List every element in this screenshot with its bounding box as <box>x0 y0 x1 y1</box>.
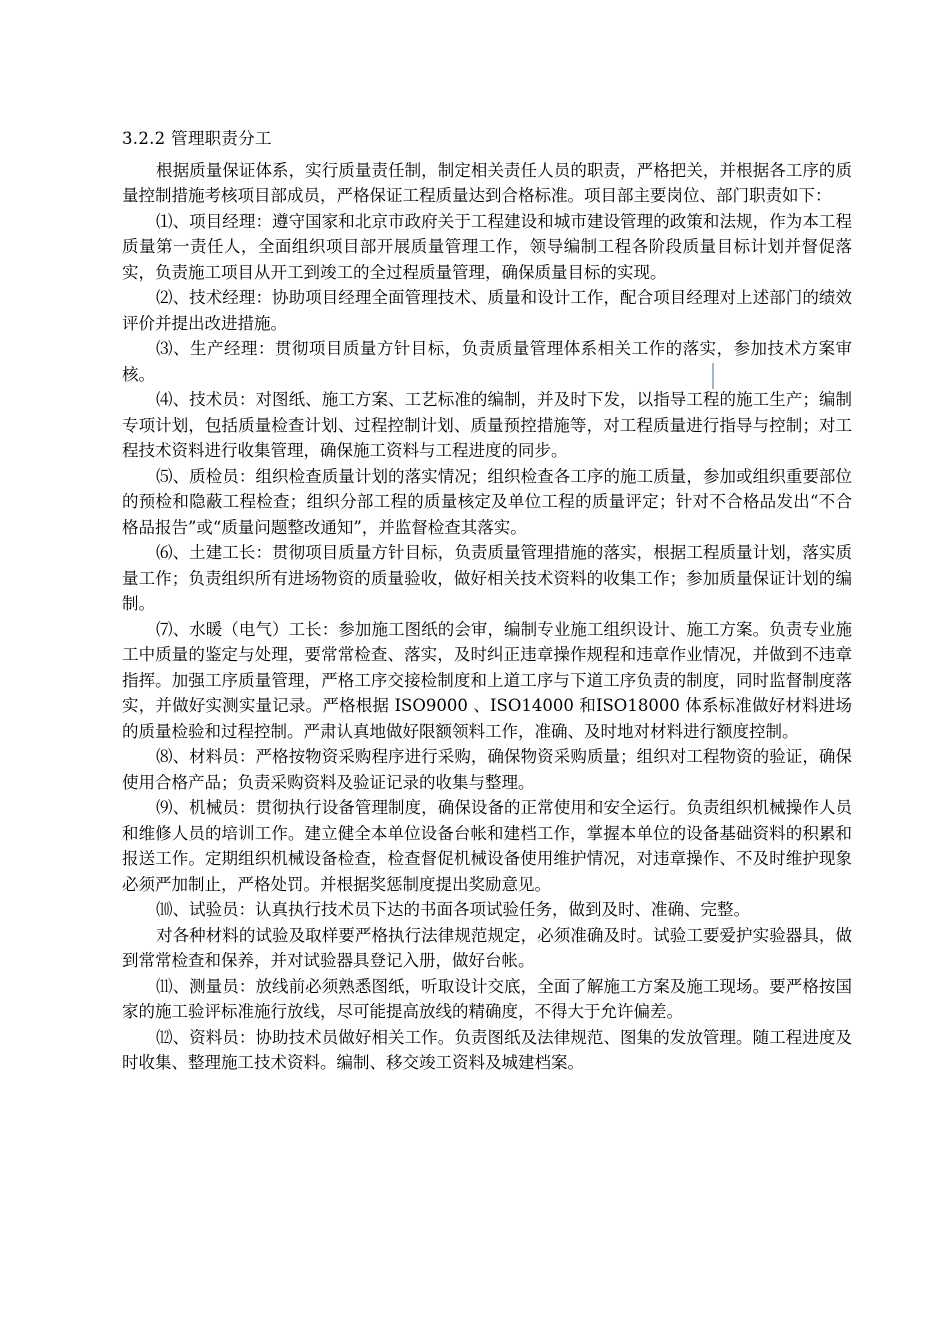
section-heading: 3.2.2 管理职责分工 <box>122 129 272 148</box>
paragraph-hvac-electrical-foreman: ⑺、水暖（电气）工长：参加施工图纸的会审，编制专业施工组织设计、施工方案。负责专业施工中质量的鉴定与处理，要常常检查、落实，及时纠正违章操作规程和违章作业情况，并做到不违章指挥。加强工序质量管理，严格工序交接检制度和上道工序与下道工序负责的制度，同时监督制度落实，并做好实测实量记录。严格根据 ISO9000 、ISO14000 和ISO18000 体系标准做好材料进场的质量检验和过程控制。严肃认真地做好限额领料工作，准确、及时地对材料进行额度控制。 <box>122 619 852 741</box>
paragraph-machinery-officer: ⑼、机械员：贯彻执行设备管理制度，确保设备的正常使用和安全运行。负责组织机械操作人员和维修人员的培训工作。建立健全本单位设备台帐和建档工作，掌握本单位的设备基础资料的积累和报送工作。定期组织机械设备检查，检查督促机械设备使用维护情况，对违章操作、不及时维护现象必须严加制止，严格处罚。并根据奖惩制度提出奖励意见。 <box>122 798 852 894</box>
paragraph-tester: ⑽、试验员：认真执行技术员下达的书面各项试验任务，做到及时、准确、完整。 <box>156 900 750 919</box>
paragraph-document-clerk: ⑿、资料员：协助技术员做好相关工作。负责图纸及法律规范、图集的发放管理。随工程进度及时收集、整理施工技术资料。编制、移交竣工资料及城建档案。 <box>122 1027 852 1072</box>
paragraph-material-clerk: ⑻、材料员：严格按物资采购程序进行采购，确保物资采购质量；组织对工程物资的验证，确保使用合格产品；负责采购资料及验证记录的收集与整理。 <box>122 747 852 792</box>
paragraph-quality-inspector: ⑸、质检员：组织检查质量计划的落实情况；组织检查各工序的施工质量，参加或组织重要部位的预检和隐蔽工程检查；组织分部工程的质量核定及单位工程的质量评定；针对不合格品发出“不合格品报告”或“质量问题整改通知”，并监督检查其落实。 <box>122 466 852 537</box>
paragraph-technician: ⑷、技术员：对图纸、施工方案、工艺标准的编制，并及时下发，以指导工程的施工生产；编制专项计划，包括质量检查计划、过程控制计划、质量预控措施等，对工程质量进行指导与控制；对工程技术资料进行收集管理，确保施工资料与工程进度的同步。 <box>122 390 852 460</box>
paragraph-intro: 根据质量保证体系，实行质量责任制，制定相关责任人员的职责，严格把关，并根据各工序的质量控制措施考核项目部成员，严格保证工程质量达到合格标准。项目部主要岗位、部门职责如下： <box>122 160 852 205</box>
document-body <box>122 126 852 1076</box>
text-cursor <box>712 363 714 389</box>
paragraph-tester-duties: 对各种材料的试验及取样要严格执行法律规范规定，必须准确及时。试验工要爱护实验器具，做到常常检查和保养，并对试验器具登记入册，做好台帐。 <box>122 925 852 970</box>
paragraph-surveyor: ⑾、测量员：放线前必须熟悉图纸，听取设计交底，全面了解施工方案及施工现场。要严格按国家的施工验评标准施行放线，尽可能提高放线的精确度，不得大于允许偏差。 <box>122 976 852 1021</box>
paragraph-civil-foreman: ⑹、土建工长：贯彻项目质量方针目标，负责质量管理措施的落实，根据工程质量计划，落实质量工作；负责组织所有进场物资的质量验收，做好相关技术资料的收集工作；参加质量保证计划的编制。 <box>122 543 852 613</box>
paragraph-project-manager: ⑴、项目经理：遵守国家和北京市政府关于工程建设和城市建设管理的政策和法规，作为本工程质量第一责任人，全面组织项目部开展质量管理工作，领导编制工程各阶段质量目标计划并督促落实，负责施工项目从开工到竣工的全过程质量管理，确保质量目标的实现。 <box>122 211 852 282</box>
paragraph-technical-manager: ⑵、技术经理：协助项目经理全面管理技术、质量和设计工作，配合项目经理对上述部门的绩效评价并提出改进措施。 <box>122 288 852 333</box>
paragraph-production-manager: ⑶、生产经理：贯彻项目质量方针目标，负责质量管理体系相关工作的落实，参加技术方案审核。 <box>122 339 852 384</box>
